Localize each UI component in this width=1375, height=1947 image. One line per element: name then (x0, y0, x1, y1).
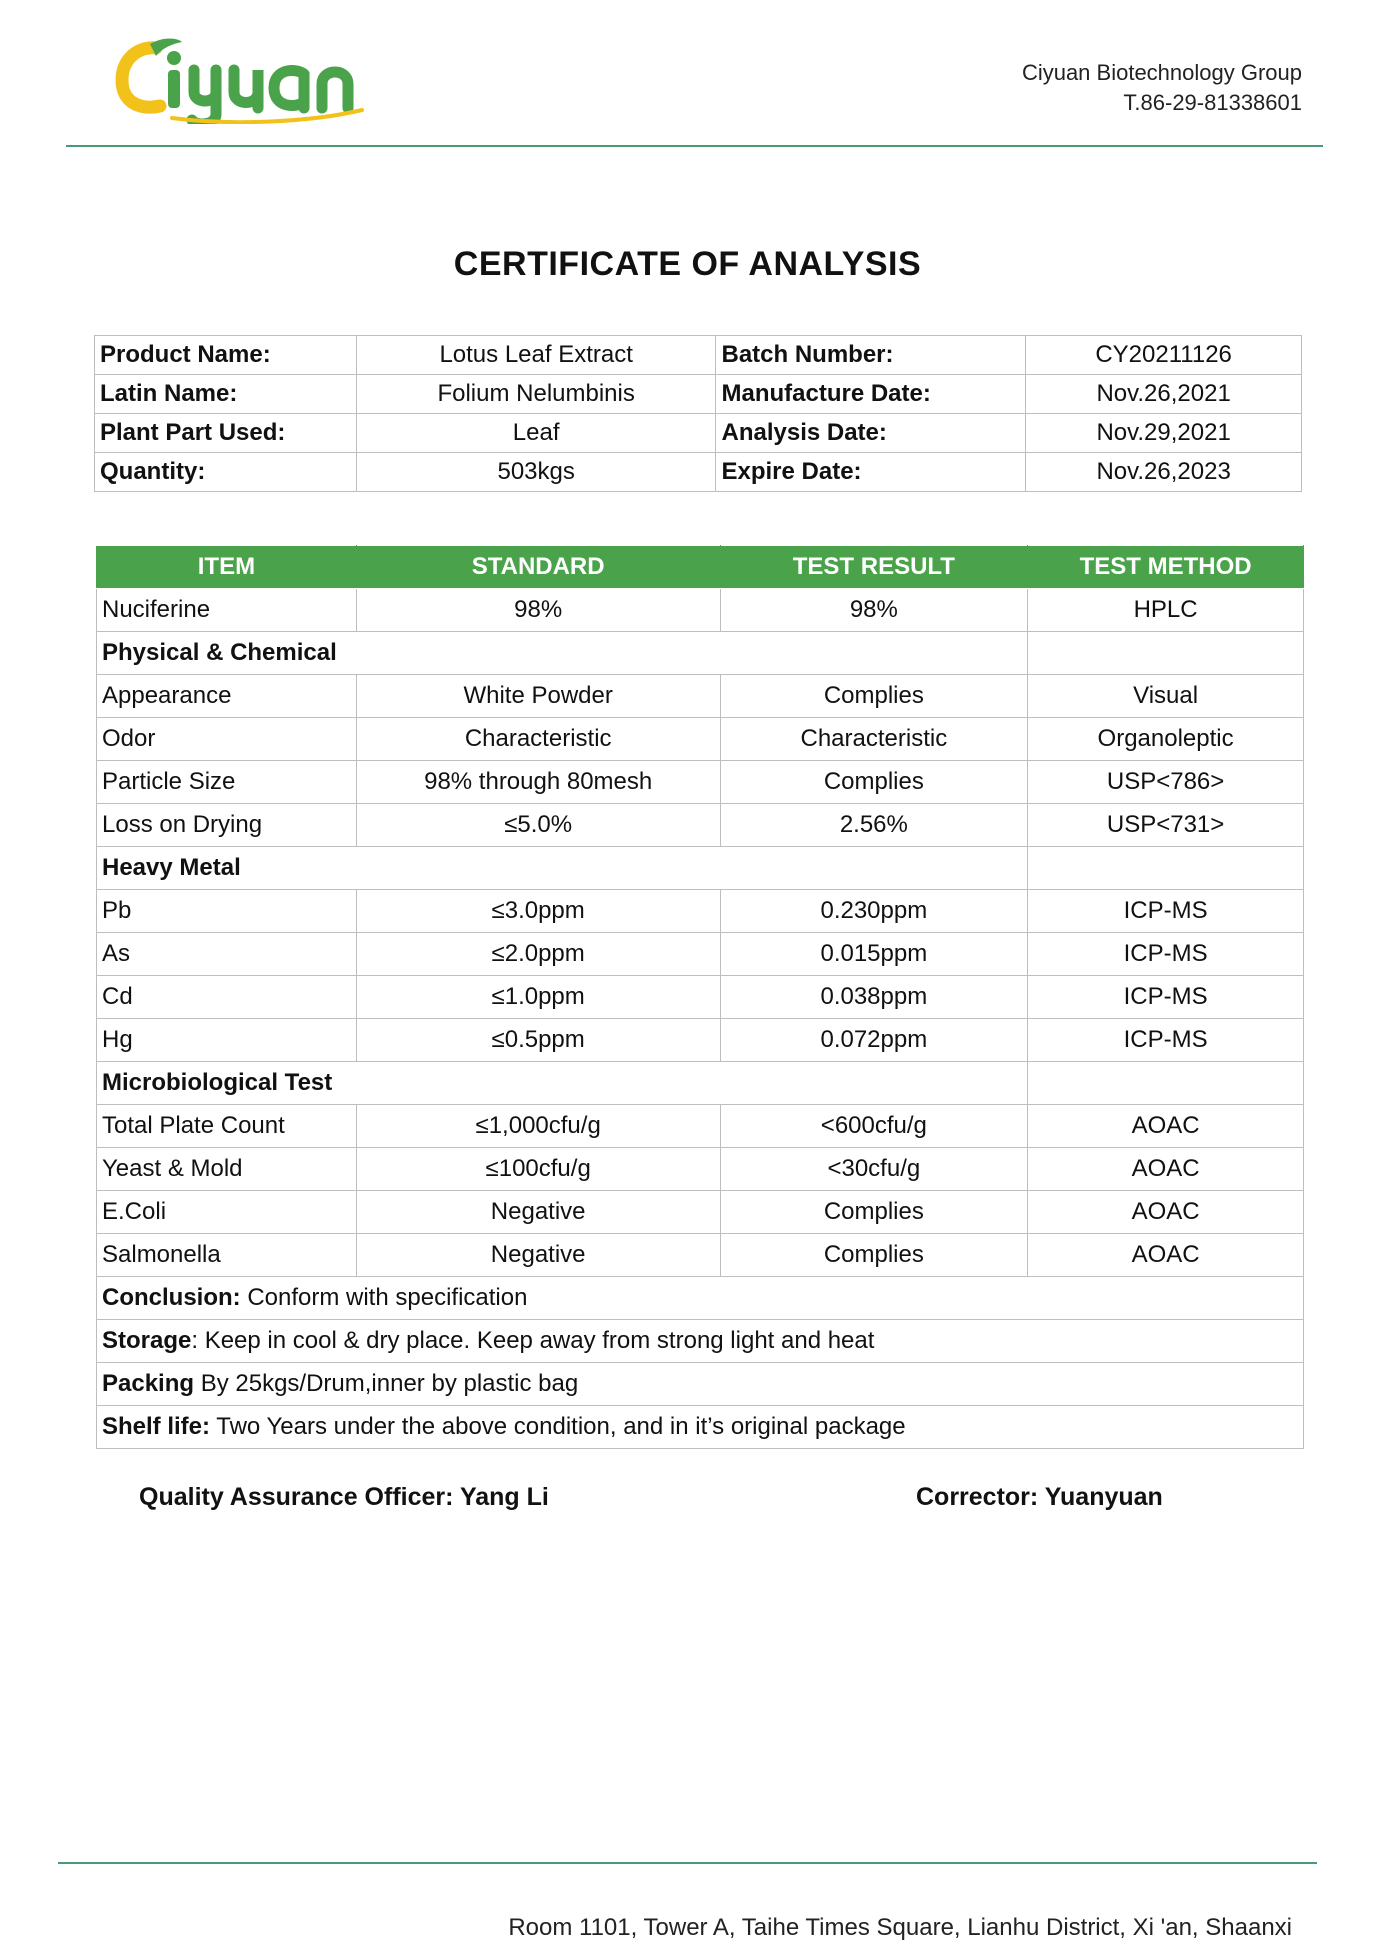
info-label: Analysis Date: (716, 414, 1026, 453)
row-method: AOAC (1028, 1191, 1304, 1234)
qa-officer-signature: Quality Assurance Officer: Yang Li (139, 1483, 549, 1511)
row-method: USP<786> (1028, 761, 1304, 804)
row-item: Appearance (97, 675, 357, 718)
storage-text: : Keep in cool & dry place. Keep away from strong light and heat (191, 1327, 875, 1354)
row-method: HPLC (1028, 589, 1304, 632)
analysis-results-table (96, 545, 1304, 1449)
table-row (97, 589, 1304, 632)
company-contact (1022, 58, 1302, 118)
row-result: 2.56% (720, 804, 1028, 847)
row-standard: ≤0.5ppm (356, 1019, 720, 1062)
row-result: Complies (720, 1191, 1028, 1234)
section-blank (1028, 847, 1304, 890)
row-result: 0.072ppm (720, 1019, 1028, 1062)
row-item: Odor (97, 718, 357, 761)
section-title: Microbiological Test (97, 1062, 1028, 1105)
company-name: Ciyuan Biotechnology Group (1021, 60, 1302, 85)
packing-label: Packing (102, 1370, 195, 1397)
row-result: <600cfu/g (720, 1105, 1028, 1148)
row-method: ICP-MS (1028, 976, 1304, 1019)
row-item: Loss on Drying (97, 804, 357, 847)
page-title: CERTIFICATE OF ANALYSIS (453, 245, 922, 283)
row-method: AOAC (1028, 1148, 1304, 1191)
packing-text: By 25kgs/Drum,inner by plastic bag (194, 1370, 579, 1397)
info-label: Expire Date: (716, 453, 1026, 492)
info-label: Batch Number: (716, 336, 1026, 375)
row-standard: ≤1,000cfu/g (356, 1105, 720, 1148)
results-header-row (97, 546, 1304, 589)
storage-note (97, 1320, 1304, 1363)
column-header-standard: STANDARD (356, 546, 720, 589)
row-standard: ≤5.0% (356, 804, 720, 847)
row-standard: ≤2.0ppm (356, 933, 720, 976)
info-value: CY20211126 (1026, 336, 1302, 375)
info-value: Leaf (356, 414, 716, 453)
ciyuan-logo (112, 34, 382, 124)
table-row (97, 1148, 1304, 1191)
row-item: Yeast & Mold (97, 1148, 357, 1191)
table-row (97, 1105, 1304, 1148)
info-row (95, 375, 1302, 414)
info-value: Nov.29,2021 (1026, 414, 1302, 453)
info-value: Nov.26,2021 (1026, 375, 1302, 414)
conclusion-label: Conclusion: (102, 1284, 241, 1311)
row-standard: ≤1.0ppm (356, 976, 720, 1019)
product-info-table (94, 335, 1302, 492)
row-method: Organoleptic (1028, 718, 1304, 761)
info-label: Quantity: (95, 453, 357, 492)
note-row-packing (97, 1363, 1304, 1406)
row-item: Hg (97, 1019, 357, 1062)
info-label: Plant Part Used: (95, 414, 357, 453)
conclusion-text: Conform with specification (240, 1284, 528, 1311)
row-item: E.Coli (97, 1191, 357, 1234)
row-method: AOAC (1028, 1105, 1304, 1148)
info-row (95, 414, 1302, 453)
table-row (97, 1234, 1304, 1277)
row-item: Salmonella (97, 1234, 357, 1277)
row-item: Total Plate Count (97, 1105, 357, 1148)
row-result: Complies (720, 675, 1028, 718)
section-title: Physical & Chemical (97, 632, 1028, 675)
row-standard: ≤100cfu/g (356, 1148, 720, 1191)
info-value: 503kgs (356, 453, 716, 492)
column-header-test-method: TEST METHOD (1028, 546, 1304, 589)
row-result: 98% (720, 589, 1028, 632)
header-divider (66, 145, 1323, 147)
section-blank (1028, 1062, 1304, 1105)
row-result: <30cfu/g (720, 1148, 1028, 1191)
footer-address: Room 1101, Tower A, Taihe Times Square, Lianhu District, Xi 'an, Shaanxi (508, 1914, 1292, 1941)
row-item: Nuciferine (97, 589, 357, 632)
info-label: Product Name: (95, 336, 357, 375)
info-value: Nov.26,2023 (1026, 453, 1302, 492)
column-header-test-result: TEST RESULT (720, 546, 1028, 589)
row-standard: White Powder (356, 675, 720, 718)
info-label: Manufacture Date: (716, 375, 1026, 414)
row-result: Complies (720, 1234, 1028, 1277)
row-method: ICP-MS (1028, 890, 1304, 933)
row-result: 0.038ppm (720, 976, 1028, 1019)
footer-divider (58, 1862, 1317, 1864)
company-phone: T.86-29-81338601 (1123, 90, 1302, 115)
table-row (97, 1019, 1304, 1062)
table-row (97, 976, 1304, 1019)
section-row (97, 632, 1304, 675)
table-row (97, 675, 1304, 718)
packing-note (97, 1363, 1304, 1406)
row-standard: Negative (356, 1234, 720, 1277)
info-value: Folium Nelumbinis (356, 375, 716, 414)
shelf-life-note (97, 1406, 1304, 1449)
row-item: Cd (97, 976, 357, 1019)
note-row-conclusion (97, 1277, 1304, 1320)
table-row (97, 804, 1304, 847)
row-method: USP<731> (1028, 804, 1304, 847)
column-header-item: ITEM (97, 546, 357, 589)
table-row (97, 1191, 1304, 1234)
row-method: ICP-MS (1028, 1019, 1304, 1062)
row-standard: Characteristic (356, 718, 720, 761)
table-row (97, 933, 1304, 976)
row-standard: Negative (356, 1191, 720, 1234)
row-standard: 98% through 80mesh (356, 761, 720, 804)
note-row-shelf-life (97, 1406, 1304, 1449)
row-item: Pb (97, 890, 357, 933)
info-value: Lotus Leaf Extract (356, 336, 716, 375)
info-row (95, 453, 1302, 492)
row-method: ICP-MS (1028, 933, 1304, 976)
section-blank (1028, 632, 1304, 675)
storage-label: Storage (102, 1327, 192, 1354)
row-item: Particle Size (97, 761, 357, 804)
shelf-life-label: Shelf life: (102, 1413, 211, 1440)
row-standard: 98% (356, 589, 720, 632)
row-result: Characteristic (720, 718, 1028, 761)
row-standard: ≤3.0ppm (356, 890, 720, 933)
table-row (97, 718, 1304, 761)
row-method: AOAC (1028, 1234, 1304, 1277)
row-item: As (97, 933, 357, 976)
row-result: 0.015ppm (720, 933, 1028, 976)
info-label: Latin Name: (95, 375, 357, 414)
note-row-storage (97, 1320, 1304, 1363)
row-result: 0.230ppm (720, 890, 1028, 933)
info-row (95, 336, 1302, 375)
section-row (97, 847, 1304, 890)
conclusion-note (97, 1277, 1304, 1320)
table-row (97, 761, 1304, 804)
row-result: Complies (720, 761, 1028, 804)
shelf-life-text: Two Years under the above condition, and in it’s original package (210, 1413, 906, 1440)
section-row (97, 1062, 1304, 1105)
row-method: Visual (1028, 675, 1304, 718)
table-row (97, 890, 1304, 933)
section-title: Heavy Metal (97, 847, 1028, 890)
corrector-signature: Corrector: Yuanyuan (916, 1483, 1163, 1511)
